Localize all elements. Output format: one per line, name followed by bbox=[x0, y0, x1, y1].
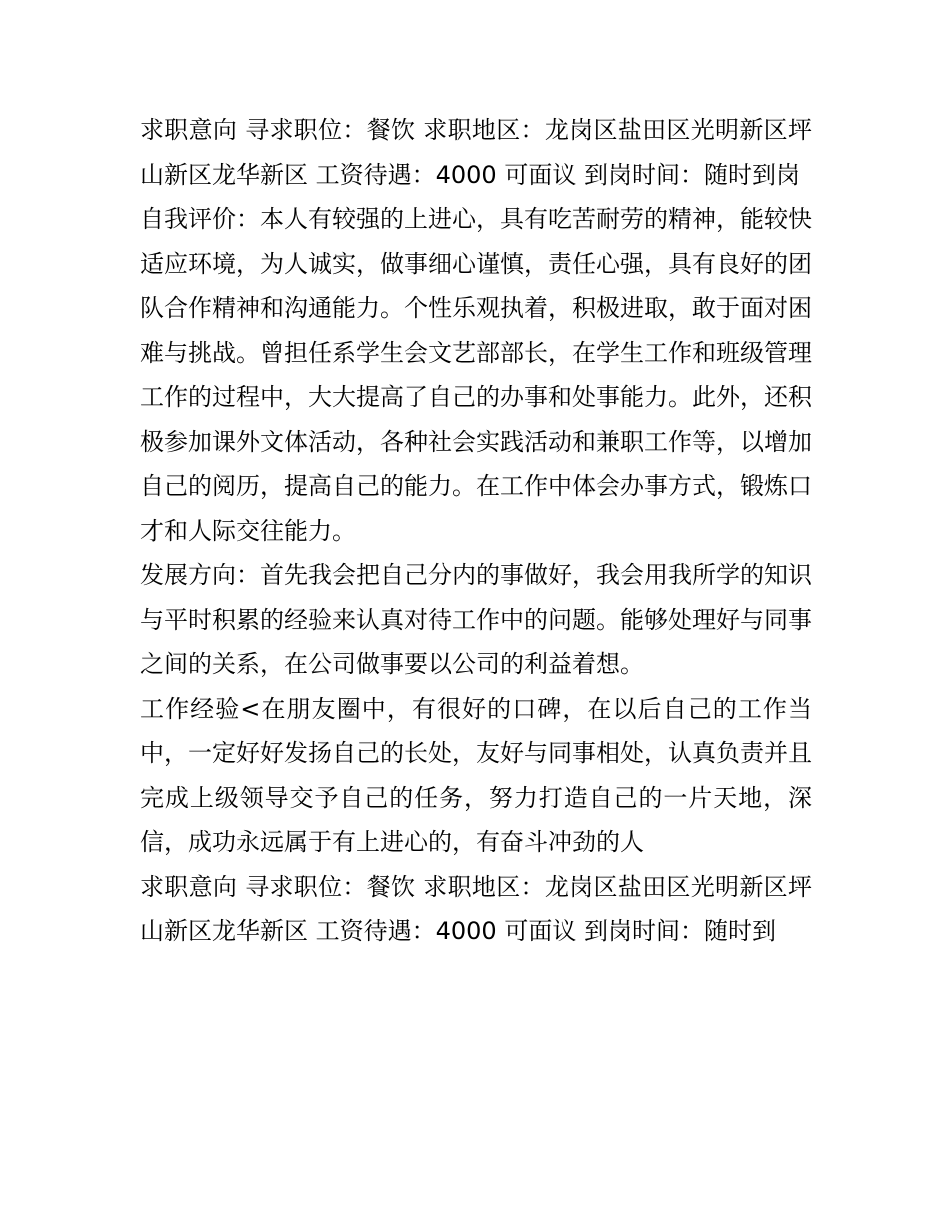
self-evaluation-paragraph: 自我评价：本人有较强的上进心，具有吃苦耐劳的精神，能较快适应环境，为人诚实，做事细心谨慎，责任心强，具有良好的团队合作精神和沟通能力。个性乐观执着，积极进取，敢于面对困难与挑战。曾担任系学生会文艺部部长，在学生工作和班级管理工作的过程中，大大提高了自己的办事和处事能力。此外，还积极参加课外文体活动，各种社会实践活动和兼职工作等，以增加自己的阅历，提高自己的能力。在工作中体会办事方式，锻炼口才和人际交往能力。 bbox=[140, 205, 812, 545]
job-intention-paragraph: 求职意向 寻求职位：餐饮 求职地区：龙岗区盐田区光明新区坪山新区龙华新区 工资待遇：4000 可面议 到岗时间：随时到岗 bbox=[140, 116, 812, 189]
development-direction-paragraph: 发展方向：首先我会把自己分内的事做好，我会用我所学的知识与平时积累的经验来认真对待工作中的问题。能够处理好与同事之间的关系，在公司做事要以公司的利益着想。 bbox=[140, 561, 812, 678]
job-intention-repeat-paragraph: 求职意向 寻求职位：餐饮 求职地区：龙岗区盐田区光明新区坪山新区龙华新区 工资待遇：4000 可面议 到岗时间：随时到 bbox=[140, 872, 812, 945]
work-experience-paragraph: 工作经验<在朋友圈中，有很好的口碑，在以后自己的工作当中，一定好好发扬自己的长处，友好与同事相处，认真负责并且完成上级领导交予自己的任务，努力打造自己的一片天地，深信，成功永远属于有上进心的，有奋斗冲劲的人 bbox=[140, 694, 812, 856]
document-body bbox=[140, 108, 812, 954]
